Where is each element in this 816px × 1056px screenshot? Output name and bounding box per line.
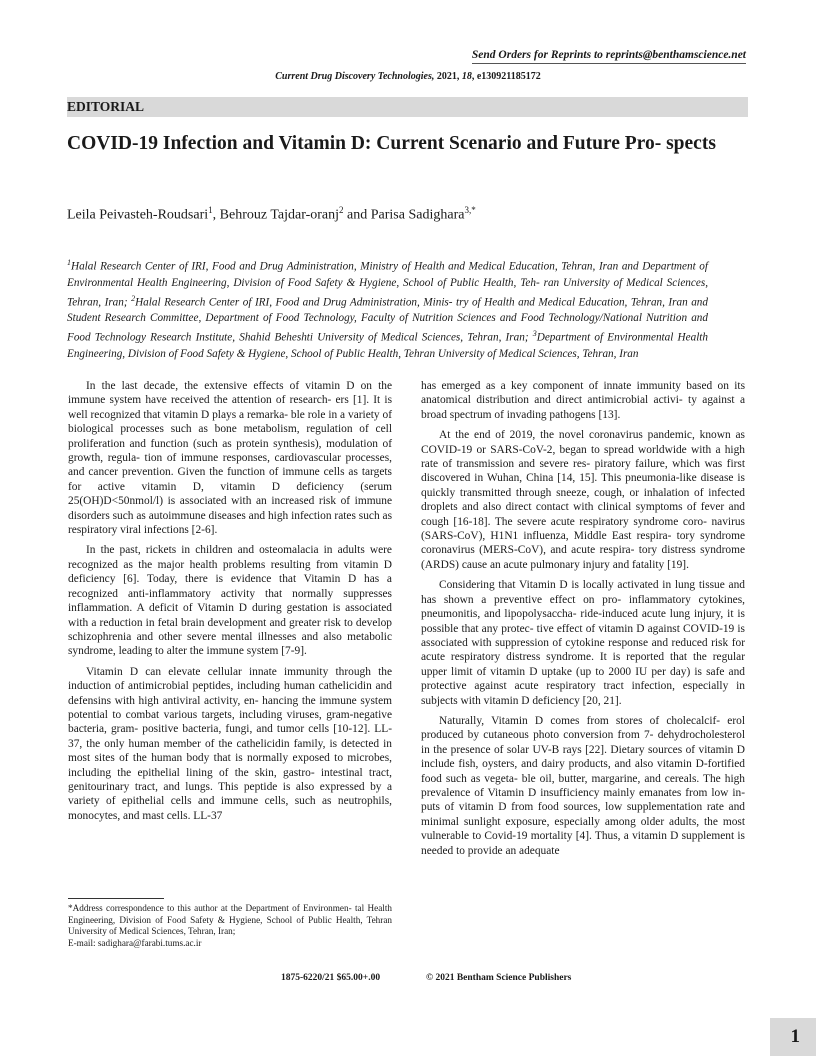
body-paragraph: Vitamin D can elevate cellular innate immunity through the induction of antimicrobial peptides, including human cathelicidin and defensins with high antiviral activity, en- hancing the immune system potential to combat various targets, including viruses, gram-negative bacteria, gram- positive bacteria, fungi, and tumor cells [10-12]. LL-37, the only human member of the cathelicidin family, is detected in most sites of the human body that is normally exposed to microbes, including the epithelial lining of the skin, gastro- intestinal tract, genitourinary tract, and lungs. This peptide is also expressed by a variety of epithelial cells and immune cells, such as neutrophils, monocytes, and mast cells. LL-37: [68, 665, 392, 822]
author-separator: and: [343, 207, 371, 223]
page-number-badge: [770, 1018, 816, 1056]
author-1-affil: 1: [208, 205, 213, 215]
article-title: COVID-19 Infection and Vitamin D: Current Scenario and Future Pro- spects: [67, 133, 716, 154]
affil-marker: 1: [67, 258, 71, 267]
affiliations: [67, 255, 708, 362]
affil-marker: 3: [532, 329, 537, 339]
journal-article-id: , e130921185172: [471, 71, 541, 82]
body-paragraph-continued: has emerged as a key component of innate immunity based on its anatomical distribution and direct antimicrobial activi- ty against a broad spectrum of invading pathogens [13].: [421, 380, 745, 421]
author-list: [67, 205, 748, 224]
page-number: 1: [790, 1026, 800, 1047]
affiliation-3: Department of Environmental Health Engineering, Division of Food Safety & Hygiene, School of Public Health, Tehran University of Medical Sciences, Tehran, Iran: [67, 332, 709, 361]
body-paragraph: At the end of 2019, the novel coronavirus pandemic, known as COVID-19 or SARS-CoV-2, began to spread worldwide with a high rate of transmission and severe res- piratory failure, which was first discovered in Wuhan, China [14, 15]. This pneumonia-like disease is quickly transmitted through sneeze, cough, or inhalation of infected droplets and also direct contact with clinical symptoms of fever and cough [16-18]. The severe acute respiratory syndrome coro- navirus (SARS-CoV), H1N1 influenza, Middle East respira- tory syndrome coronavirus (MERS-CoV), and acute respira- tory distress syndrome (ARDS) cause an acute pulmonary injury and fatality [19].: [421, 429, 745, 571]
body-paragraph: Considering that Vitamin D is locally activated in lung tissue and has shown a preventive effect on pro- inflammatory cytokines, pneumonitis, and lipopolysaccha- ride-induced acute lung injury, it is possible that any protec- tive effect of vitamin D against COVID-19 is associated with suppression of cytokine response and reduced risk for acute respiratory distress syndrome. It is reported that the regular upper limit of vitamin D uptake (up to 2000 IU per day) is safe and protective against acute respiratory tract infection, especially in subjects with vitamin D deficiency [20, 21].: [421, 579, 745, 707]
author-2: Behrouz Tajdar-oranj: [219, 207, 340, 223]
affil-marker: 2: [131, 293, 136, 303]
body-column-left: [68, 379, 392, 829]
affiliation-2: Halal Research Center of IRI, Food and Drug Administration, Minis- try of Health and Medical Education, Tehran, Iran and Student Research Committee, Department of Food Technology, Faculty of Nutrition Sciences and Food Technology/National Nutrition and Food Technology Research Institute, Shahid Beheshti University of Medical Sciences, Tehran, Iran;: [67, 296, 708, 345]
copyright: © 2021 Bentham Science Publishers: [426, 973, 572, 983]
footnote-divider: [68, 898, 164, 899]
journal-citation: [0, 71, 816, 82]
author-3-affil: 3,*: [464, 205, 476, 215]
footnote-address: *Address correspondence to this author at the Department of Environmen- tal Health Engineering, Division of Food Safety & Hygiene, School of Public Health, Tehran University of Medical Sciences, Tehran, Iran;: [68, 903, 392, 936]
author-3: Parisa Sadighara: [370, 207, 465, 223]
body-paragraph: In the last decade, the extensive effects of vitamin D on the immune system have received the attention of research- ers [1]. It is well recognized that vitamin D plays a remarka- ble role in a variety of biological processes such as bone metabolism, regulation of cell proliferation and function (such as protein synthesis), modulation of growth, regula- tion of immune responses, cardiovascular processes, and cancer prevention. Given the function of immune cells as targets for active vitamin D, vitamin D deficiency (serum 25(OH)D<50nmol/l) is associated with an increased risk of immune disorders such as autoimmune diseases and high infection rates such as respiratory viral infections [2-6].: [68, 380, 392, 537]
journal-name: Current Drug Discovery Technologies,: [275, 71, 435, 82]
body-paragraph: Naturally, Vitamin D comes from stores of cholecalcif- erol produced by cutaneous photo conversion from 7- dehydrocholesterol in the presence of solar UV-B rays [22]. Dietary sources of vitamin D include fish, oysters, and dairy products, and also vitamin D-fortified food such as vegeta- ble oil, butter, margarine, and cereals. The high prevalence of Vitamin D insufficiency mainly emanates from low in- puts of vitamin D from food sources, low supplementation rate and minimal sunlight exposure, especially among older adults, the most vulnerable to Covid-19 mortality [4]. Thus, a vitamin D supplement is needed to provide an adequate: [421, 714, 745, 857]
body-column-right: [421, 379, 745, 864]
author-2-affil: 2: [339, 205, 344, 215]
body-paragraph: In the past, rickets in children and osteomalacia in adults were recognized as the major health problems resulting from vitamin D deficiency [6]. Today, there is evidence that Vitamin D has a recognized anti-inflammatory activity that normally suppresses inflammation. A deficit of Vitamin D during gestation is associated with a reduction in fetal brain development and greater risk to develop schizophrenia and other severe mental illnesses and also metabolic syndrome, leading to alter the immune system [7-9].: [68, 544, 392, 658]
reprints-notice: Send Orders for Reprints to reprints@benthamscience.net: [472, 49, 746, 64]
journal-year: 2021,: [434, 71, 462, 82]
correspondence-footnote: [68, 903, 392, 949]
affiliation-1: Halal Research Center of IRI, Food and Drug Administration, Ministry of Health and Medical Education, Tehran, Iran and Department of Environmental Health Engineering, Division of Food Safety & Hygiene, School of Public Health, Teh- ran University of Medical Sciences, Tehran, Iran;: [67, 260, 708, 309]
issn-price: 1875-6220/21 $65.00+.00: [281, 973, 381, 983]
author-separator: ,: [212, 207, 220, 223]
journal-volume: 18: [461, 71, 472, 82]
author-1: Leila Peivasteh-Roudsari: [67, 207, 209, 223]
section-label: EDITORIAL: [67, 99, 145, 114]
footnote-email[interactable]: E-mail: sadighara@farabi.tums.ac.ir: [68, 937, 202, 948]
section-band: [67, 97, 748, 117]
